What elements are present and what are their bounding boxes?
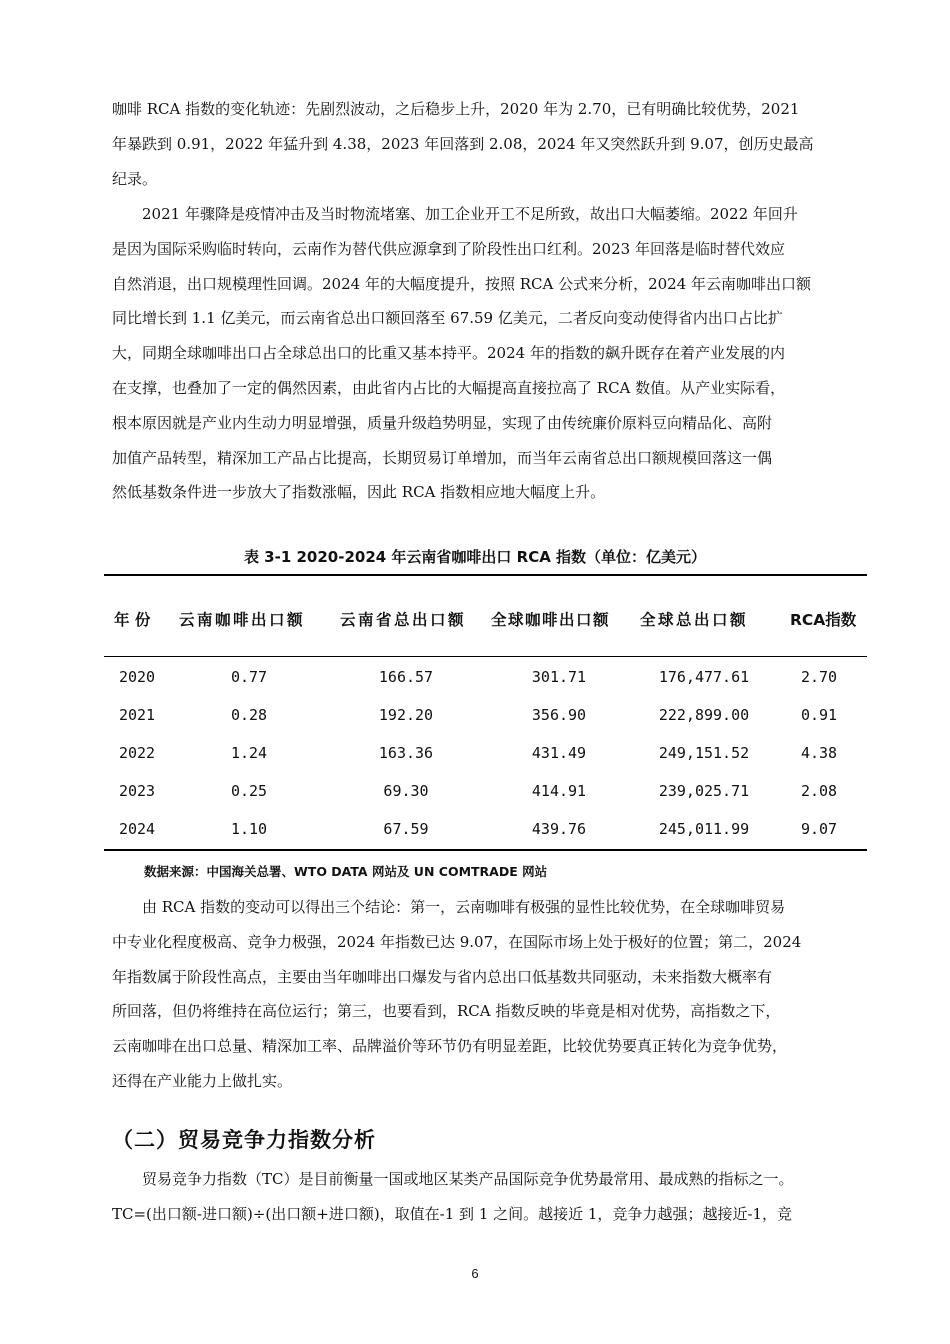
- table-cell: 163.36: [378, 744, 434, 762]
- table-row: [104, 782, 867, 806]
- paragraph-line: 纪录。: [112, 169, 158, 188]
- table-header-rule: [104, 656, 867, 657]
- table-row: [104, 668, 867, 692]
- table-header-row: [104, 608, 867, 632]
- paragraph-line: 年指数属于阶段性高点，主要由当年咖啡出口爆发与省内总出口低基数共同驱动，未来指数大概率有: [112, 967, 773, 986]
- table-cell: 2.70: [800, 668, 838, 686]
- table-bottom-rule: [104, 849, 867, 851]
- table-row: [104, 706, 867, 730]
- table-header-yunnan-coffee-export: 云南咖啡出口额: [179, 611, 306, 629]
- table-cell: 192.20: [378, 706, 434, 724]
- paragraph-line: 年暴跌到 0.91，2022 年猛升到 4.38，2023 年回落到 2.08，2024 年又突然跃升到 9.07，创历史最高: [112, 134, 814, 153]
- paragraph-rca-trend: [112, 92, 854, 196]
- paragraph-line: 中专业化程度极高、竞争力极强，2024 年指数已达 9.07，在国际市场上处于极好的位置；第二，2024: [112, 932, 802, 951]
- table-cell: 2.08: [800, 782, 838, 800]
- table-cell: 176,477.61: [658, 668, 750, 686]
- table-cell: 1.10: [230, 820, 268, 838]
- table-cell: 166.57: [378, 668, 434, 686]
- table-cell: 2021: [118, 706, 156, 724]
- paragraph-line: 所回落，但仍将维持在高位运行；第三，也要看到，RCA 指数反映的毕竟是相对优势，高指数之下，: [112, 1002, 781, 1021]
- paragraph-line: 同比增长到 1.1 亿美元，而云南省总出口额回落至 67.59 亿美元，二者反向变动使得省内出口占比扩: [112, 309, 783, 328]
- table-cell: 1.24: [230, 744, 268, 762]
- paragraph-line: 根本原因就是产业内生动力明显增强，质量升级趋势明显，实现了由传统廉价原料豆向精品化、高附: [112, 413, 773, 432]
- table-cell: 2020: [118, 668, 156, 686]
- paragraph-line: 2021 年骤降是疫情冲击及当时物流堵塞、加工企业开工不足所致，故出口大幅萎缩。2022 年回升: [112, 205, 798, 223]
- paragraph-line: 自然消退，出口规模理性回调。2024 年的大幅度提升，按照 RCA 公式来分析，2024 年云南咖啡出口额: [112, 274, 812, 293]
- paragraph-conclusions: [112, 890, 854, 1099]
- table-cell: 0.77: [230, 668, 268, 686]
- table-cell: 69.30: [383, 782, 429, 800]
- paragraph-tc-definition: [112, 1162, 854, 1232]
- paragraph-line: 咖啡 RCA 指数的变化轨迹：先剧烈波动，之后稳步上升，2020 年为 2.70，已有明确比较优势，2021: [112, 100, 800, 118]
- table-cell: 2023: [118, 782, 156, 800]
- table-cell: 67.59: [383, 820, 429, 838]
- table-header-global-total-export: 全球总出口额: [640, 611, 749, 629]
- table-cell: 2022: [118, 744, 156, 762]
- section-heading: （二）贸易竞争力指数分析: [112, 1128, 376, 1152]
- paragraph-line: 云南咖啡在出口总量、精深加工率、品牌溢价等环节仍有明显差距，比较优势要真正转化为竞争优势，: [112, 1037, 788, 1056]
- table-header-rca-index: RCA指数: [790, 611, 857, 629]
- page-number: 6: [471, 1266, 479, 1281]
- table-source-note: 数据来源：中国海关总署、WTO DATA 网站及 UN COMTRADE 网站: [144, 864, 548, 879]
- table-cell: 356.90: [531, 706, 587, 724]
- paragraph-line: 贸易竞争力指数（TC）是目前衡量一国或地区某类产品国际竞争优势最常用、最成熟的指标之一。: [112, 1170, 794, 1188]
- table-cell: 0.25: [230, 782, 268, 800]
- paragraph-rca-explanation: [112, 197, 854, 510]
- table-cell: 4.38: [800, 744, 838, 762]
- table-cell: 0.91: [800, 706, 838, 724]
- table-cell: 0.28: [230, 706, 268, 724]
- paragraph-line: 然低基数条件进一步放大了指数涨幅，因此 RCA 指数相应地大幅度上升。: [112, 483, 606, 502]
- table-top-rule: [104, 574, 867, 576]
- table-header-year: 年 份: [114, 611, 151, 629]
- table-header-global-coffee-export: 全球咖啡出口额: [491, 611, 611, 629]
- table-cell: 301.71: [531, 668, 587, 686]
- table-cell: 245,011.99: [658, 820, 750, 838]
- table-cell: 222,899.00: [658, 706, 750, 724]
- paragraph-line: 大，同期全球咖啡出口占全球总出口的比重又基本持平。2024 年的指数的飙升既存在着产业发展的内: [112, 344, 785, 363]
- table-cell: 2024: [118, 820, 156, 838]
- table-cell: 9.07: [800, 820, 838, 838]
- table-caption: 表 3-1 2020-2024 年云南省咖啡出口 RCA 指数（单位：亿美元）: [243, 548, 707, 566]
- table-header-yunnan-total-export: 云南省总出口额: [340, 611, 467, 629]
- paragraph-line: 还得在产业能力上做扎实。: [112, 1071, 293, 1090]
- paragraph-line: 加值产品转型，精深加工产品占比提高，长期贸易订单增加，而当年云南省总出口额规模回落这一偶: [112, 448, 773, 467]
- paragraph-line: 由 RCA 指数的变动可以得出三个结论：第一，云南咖啡有极强的显性比较优势，在全球咖啡贸易: [112, 898, 786, 916]
- paragraph-line: 在支撑，也叠加了一定的偶然因素，由此省内占比的大幅提高直接拉高了 RCA 数值。从产业实际看，: [112, 378, 786, 397]
- table-cell: 239,025.71: [658, 782, 750, 800]
- table-cell: 249,151.52: [658, 744, 750, 762]
- table-cell: 439.76: [531, 820, 587, 838]
- table-cell: 414.91: [531, 782, 587, 800]
- table-row: [104, 744, 867, 768]
- paragraph-line: TC=(出口额-进口额)÷(出口额+进口额)，取值在-1 到 1 之间。越接近 1，竞争力越强；越接近-1，竞: [112, 1204, 793, 1223]
- table-row: [104, 820, 867, 844]
- table-cell: 431.49: [531, 744, 587, 762]
- paragraph-line: 是因为国际采购临时转向，云南作为替代供应源拿到了阶段性出口红利。2023 年回落是临时替代效应: [112, 239, 785, 258]
